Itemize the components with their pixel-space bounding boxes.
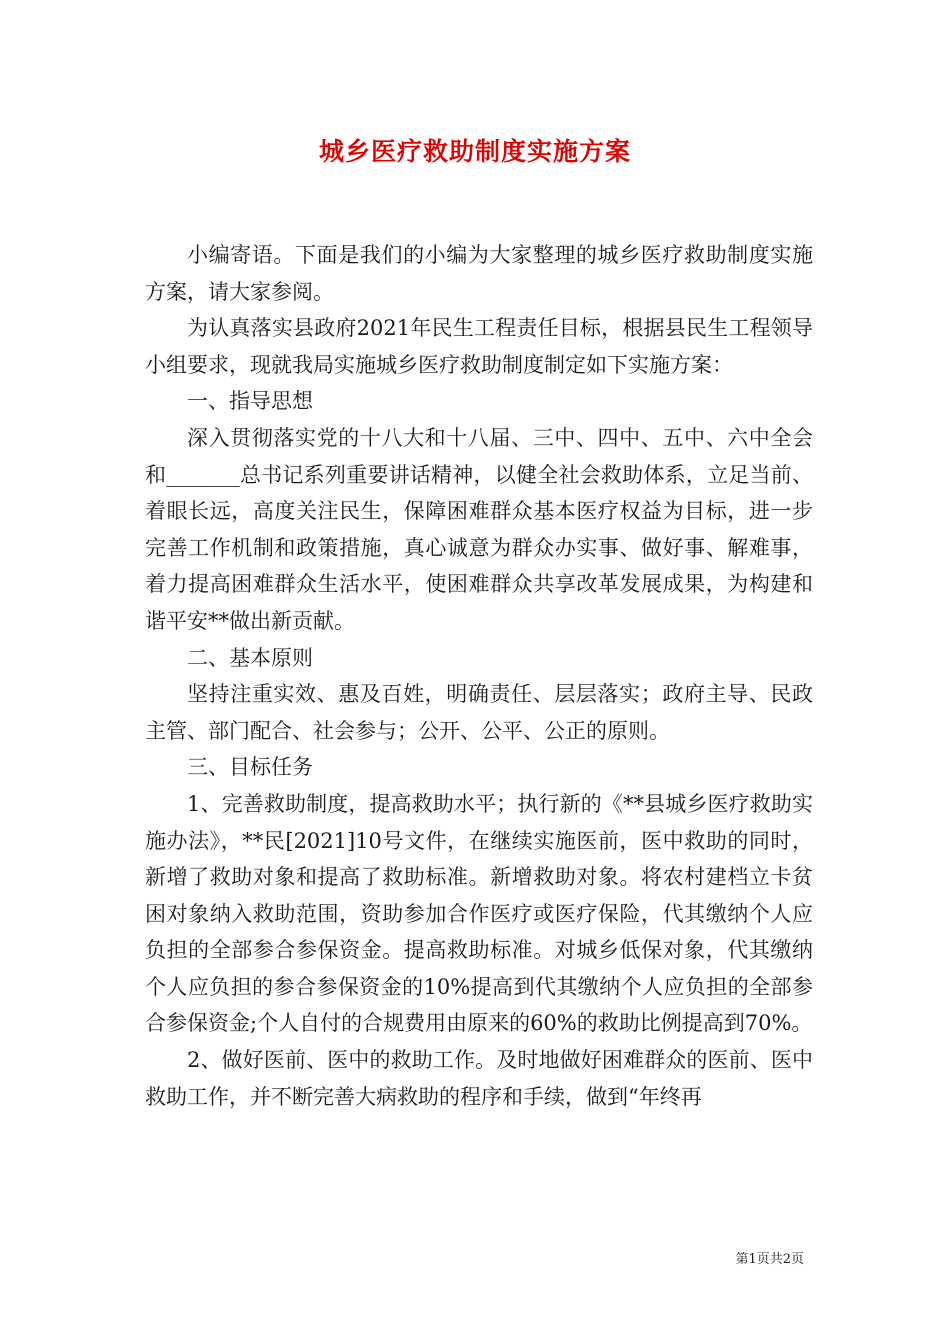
paragraph-intro: 小编寄语。下面是我们的小编为大家整理的城乡医疗救助制度实施方案，请大家参阅。 <box>145 243 813 304</box>
paragraph-purpose: 为认真落实县政府2021年民生工程责任目标，根据县民生工程领导小组要求，现就我局实施城乡医疗救助制度制定如下实施方案： <box>145 316 813 377</box>
section-heading-goals: 三、目标任务 <box>187 755 313 780</box>
document-title: 城乡医疗救助制度实施方案 <box>318 137 631 166</box>
paragraph-basic-principles: 坚持注重实效、惠及百姓，明确责任、层层落实；政府主导、民政主管、部门配合、社会参与；公开、公平、公正的原则。 <box>145 682 813 743</box>
section-heading-basic-principles: 二、基本原则 <box>187 645 313 670</box>
page-number: 第1页共2页 <box>735 1252 804 1267</box>
section-heading-guiding-thought: 一、指导思想 <box>187 389 313 414</box>
document-body <box>145 237 813 1115</box>
paragraph-goal-1: 1、完善救助制度，提高救助水平；执行新的《**县城乡医疗救助实施办法》，**民[2021]10号文件，在继续实施医前，医中救助的同时，新增了救助对象和提高了救助标准。新增救助对象。将农村建档立卡贫困对象纳入救助范围，资助参加合作医疗或医疗保险，代其缴纳个人应负担的全部参合参保资金。提高救助标准。对城乡低保对象，代其缴纳个人应负担的参合参保资金的10%提高到代其缴纳个人应负担的全部参合参保资金;个人自付的合规费用由原来的60%的救助比例提高到70%。 <box>145 791 813 1036</box>
paragraph-guiding-thought: 深入贯彻落实党的十八大和十八届、三中、四中、五中、六中全会和_______总书记系列重要讲话精神，以健全社会救助体系，立足当前、着眼长远，高度关注民生，保障困难群众基本医疗权益为目标，进一步完善工作机制和政策措施，真心诚意为群众办实事、做好事、解难事，着力提高困难群众生活水平，使困难群众共享改革发展成果，为构建和谐平安**做出新贡献。 <box>145 425 813 633</box>
paragraph-goal-2: 2、做好医前、医中的救助工作。及时地做好困难群众的医前、医中救助工作，并不断完善大病救助的程序和手续，做到“年终再 <box>145 1048 813 1109</box>
